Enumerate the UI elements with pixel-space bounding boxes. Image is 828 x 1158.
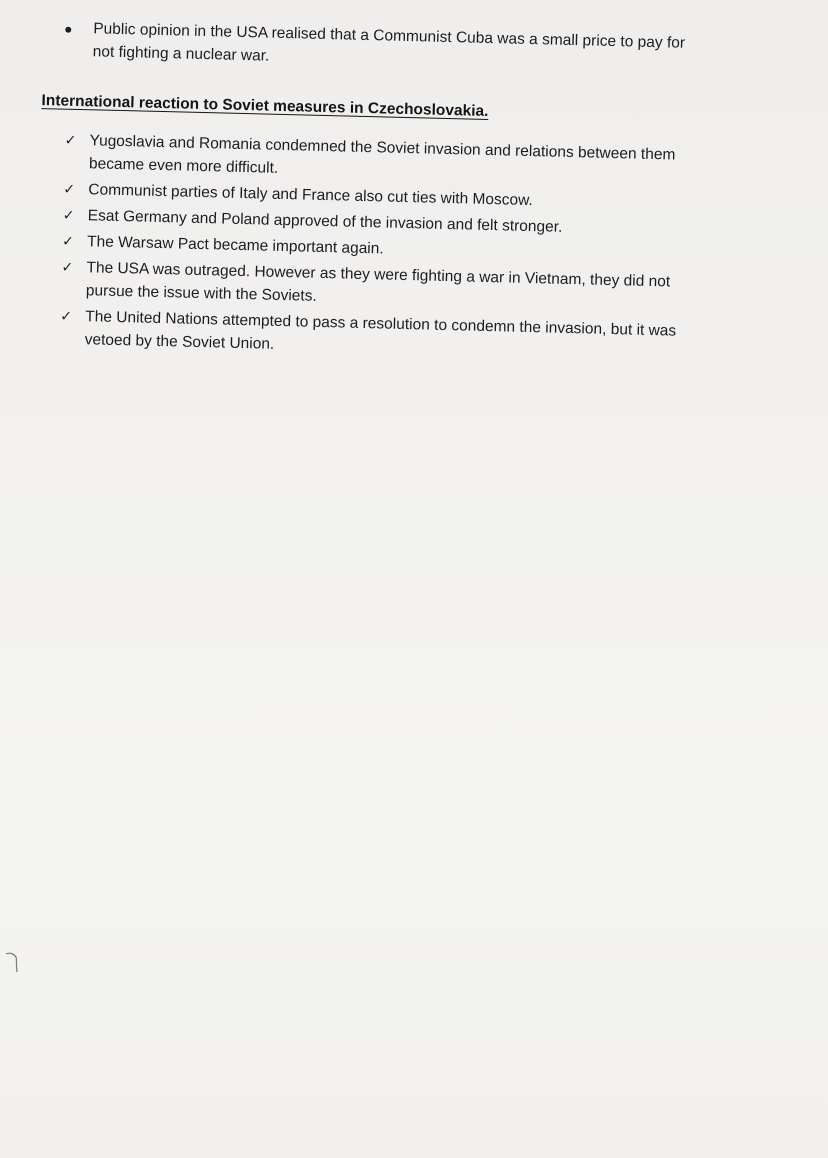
intro-bullet-text: Public opinion in the USA realised that a Communist Cuba was a small price to pay for not fighting a nuclear war. bbox=[92, 20, 686, 65]
reaction-checklist bbox=[59, 129, 704, 370]
checkmark-icon: ✓ bbox=[62, 206, 75, 223]
checklist-item-text: Communist parties of Italy and France also cut ties with Moscow. bbox=[88, 181, 533, 210]
intro-bullet-item bbox=[60, 17, 701, 79]
checklist-item-text: The USA was outraged. However as they were fighting a war in Vietnam, they did not pursue the issue with the Soviets. bbox=[85, 259, 671, 305]
checkmark-icon: ✓ bbox=[64, 131, 77, 148]
checklist-item-text: Esat Germany and Poland approved of the invasion and felt stronger. bbox=[87, 207, 563, 236]
pencil-mark-icon bbox=[4, 948, 24, 978]
checkmark-icon: ✓ bbox=[63, 180, 76, 197]
section-heading: International reaction to Soviet measures in Czechoslovakia. bbox=[41, 92, 489, 120]
checkmark-icon: ✓ bbox=[61, 232, 75, 249]
page-content bbox=[0, 0, 828, 353]
checklist-item-text: Yugoslavia and Romania condemned the Soviet invasion and relations between them became even more difficult. bbox=[88, 132, 676, 177]
checkmark-icon: ✓ bbox=[60, 307, 73, 324]
checklist-item-text: The Warsaw Pact became important again. bbox=[86, 233, 384, 258]
bullet-dot-icon bbox=[65, 27, 71, 33]
checkmark-icon: ✓ bbox=[61, 258, 74, 275]
checklist-item-text: The United Nations attempted to pass a resolution to condemn the invasion, but it was vetoed by the Soviet Union. bbox=[84, 308, 677, 353]
